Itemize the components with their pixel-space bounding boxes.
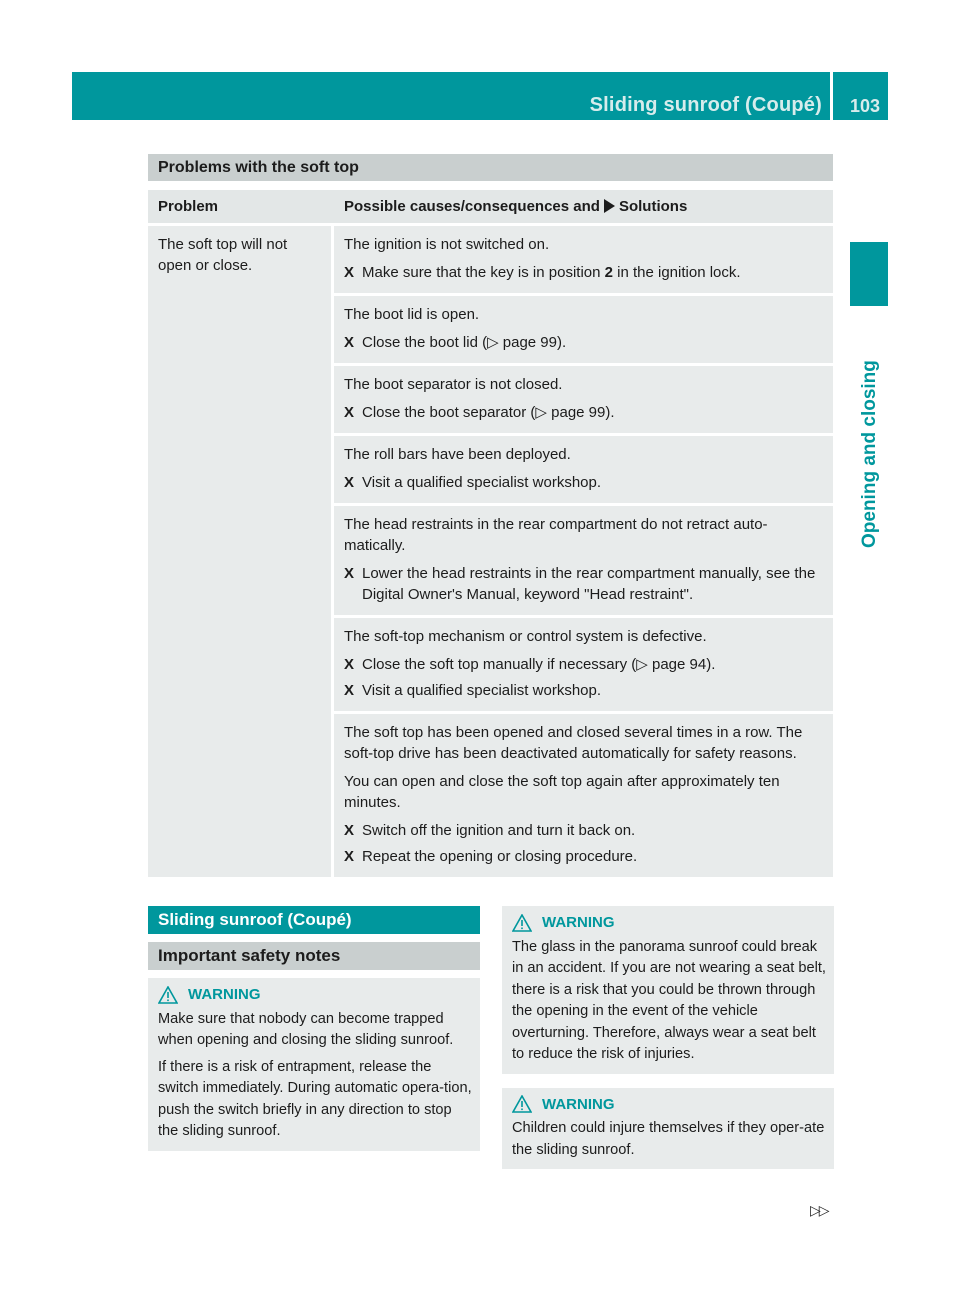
continued-arrow-icon: ▷▷ <box>810 1202 828 1218</box>
warning-text: Children could injure themselves if they oper-ate the sliding sunroof. <box>512 1120 825 1158</box>
warning-triangle-icon <box>512 914 532 932</box>
warning-box <box>502 1088 834 1170</box>
cause-text: The head restraints in the rear compartment do not retract auto-matically. <box>344 516 768 554</box>
column-header-problem: Problem <box>158 198 219 215</box>
cause-text: The soft-top mechanism or control system is defective. <box>344 628 707 645</box>
problem-cell <box>148 226 331 877</box>
step-text: Visit a qualified specialist workshop. <box>362 682 602 699</box>
header-divider <box>830 72 833 120</box>
step-marker-icon: X <box>344 656 355 673</box>
warning-heading <box>512 912 826 934</box>
problem-text: The soft top will not open or close. <box>158 236 288 274</box>
warning-box <box>148 978 480 1151</box>
cause-text: The roll bars have been deployed. <box>344 446 571 463</box>
solution-step <box>344 402 827 423</box>
solution-step: X Make sure that the key is in position 2 in the ignition lock. <box>344 264 741 281</box>
subsection-title: Important safety notes <box>148 942 480 970</box>
cause-row <box>334 618 833 711</box>
step-marker-icon: X <box>344 474 355 491</box>
cause-text-secondary: You can open and close the soft top again after approximately ten minutes. <box>344 773 780 811</box>
table-header-row <box>148 190 833 223</box>
solution-step <box>344 820 827 841</box>
warning-label: WARNING <box>542 914 615 931</box>
warning-triangle-icon <box>512 1095 532 1113</box>
table-title: Problems with the soft top <box>148 154 833 181</box>
step-marker-icon: X <box>344 404 355 421</box>
table-body <box>148 226 833 877</box>
column-header-solutions-suffix: Solutions <box>618 198 688 215</box>
cause-row <box>334 296 833 363</box>
cause-row <box>334 714 833 877</box>
warning-triangle-icon <box>158 986 178 1004</box>
solution-step <box>344 680 827 701</box>
step-text: Lower the head restraints in the rear compartment manually, see the Digital Owner's Manual, keyword "Head restraint". <box>362 565 816 603</box>
problems-table <box>148 154 833 880</box>
solution-step <box>344 563 827 605</box>
side-tab-label: Opening and closing <box>859 360 880 548</box>
step-text: Close the boot separator (▷ page 99). <box>362 404 615 421</box>
warning-label: WARNING <box>188 986 261 1003</box>
cause-text: The boot separator is not closed. <box>344 376 563 393</box>
cause-text: The ignition is not switched on. <box>344 236 550 253</box>
play-arrow-icon <box>604 199 615 213</box>
solution-step <box>344 332 827 353</box>
warning-heading <box>512 1094 826 1116</box>
step-text: Switch off the ignition and turn it back on. <box>362 822 636 839</box>
step-text: Visit a qualified specialist workshop. <box>362 474 602 491</box>
solution-step <box>344 472 827 493</box>
page-number: 103 <box>849 96 880 116</box>
page-header <box>72 72 888 120</box>
causes-column <box>334 226 833 877</box>
header-title: Sliding sunroof (Coupé) <box>589 94 822 116</box>
column-header-solutions-prefix: Possible causes/consequences and <box>344 198 600 215</box>
right-column <box>502 906 834 1169</box>
cause-text: The soft top has been opened and closed several times in a row. The soft-top drive has been deactivated automatically for safety reasons. <box>344 724 803 762</box>
warning-box <box>502 906 834 1074</box>
warning-label: WARNING <box>542 1095 615 1113</box>
cause-row <box>334 226 833 293</box>
column-header-solutions <box>344 190 687 223</box>
warning-text: The glass in the panorama sunroof could break in an accident. If you are not wearing a seat belt, there is a risk that you could be thrown through the opening in the event of the vehicle overturning. Therefore, always wear a seat belt to reduce the risk of injuries. <box>512 938 826 1062</box>
step-text: Close the soft top manually if necessary (▷ page 94). <box>362 656 716 673</box>
step-marker-icon: X <box>344 822 355 839</box>
step-text: Repeat the opening or closing procedure. <box>362 848 638 865</box>
cause-text: The boot lid is open. <box>344 306 480 323</box>
section-title: Sliding sunroof (Coupé) <box>148 906 480 934</box>
solution-step <box>344 654 827 675</box>
side-tab-marker <box>850 242 888 306</box>
step-marker-icon: X <box>344 848 355 865</box>
warning-text: If there is a risk of entrapment, release the switch immediately. During automatic opera-tion, push the switch briefly in any direction to stop the sliding sunroof. <box>158 1058 472 1139</box>
step-text: Close the boot lid (▷ page 99). <box>362 334 567 351</box>
step-marker-icon: X <box>344 682 355 699</box>
step-marker-icon: X <box>344 565 355 582</box>
cause-row <box>334 506 833 615</box>
solution-step <box>344 846 827 867</box>
warning-heading <box>158 984 472 1006</box>
step-marker-icon: X <box>344 334 355 351</box>
warning-text: Make sure that nobody can become trapped when opening and closing the sliding sunroof. <box>158 1010 454 1048</box>
cause-row <box>334 366 833 433</box>
left-column <box>148 906 480 1151</box>
cause-row <box>334 436 833 503</box>
step-marker-icon: X <box>344 264 355 281</box>
